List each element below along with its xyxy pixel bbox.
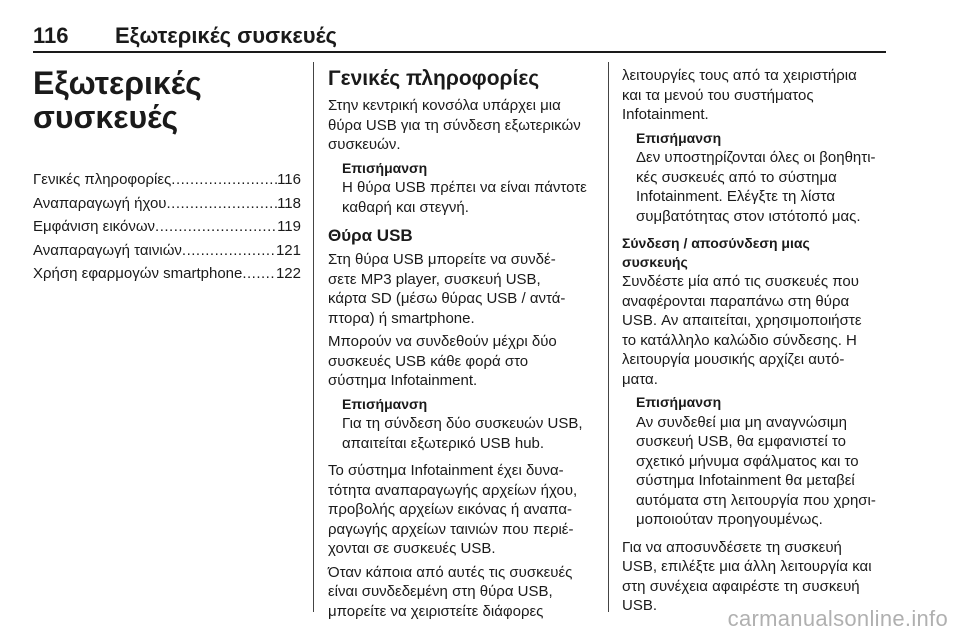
watermark: carmanualsonline.info	[727, 606, 948, 631]
note-heading: Επισήμανση	[636, 129, 722, 146]
paragraph: Συνδέστε μία από τις συσκευές που αναφέρονται παραπάνω στη θύρα USB. Αν απαιτείται, χρησιμοποιήστε το κατάλληλο καλώδιο σύνδεσης. Η λειτουργία μουσικής αρχίζει αυτό‐ ματα.	[622, 273, 862, 388]
note-heading: Επισήμανση	[636, 394, 722, 410]
subsection-title: Σύνδεση / αποσύνδεση μιας συσκευής	[622, 235, 810, 270]
note-heading: Επισήμανση	[342, 159, 428, 176]
note-box	[342, 395, 598, 454]
note-heading: Επισήμανση	[342, 395, 428, 412]
column-divider	[608, 62, 609, 612]
table-of-contents	[33, 168, 301, 286]
note-text: Αν συνδεθεί μια μη αναγνώσιμη συσκευή USB, θα εμφανιστεί το σχετικό μήνυμα σφάλματος και το σύστημα Infotainment θα μεταβεί αυτόματα στη λειτουργία που χρησι‐ μοποιούταν προηγουμένως.	[636, 413, 876, 528]
paragraph: Το σύστημα Infotainment έχει δυνα‐ τότητα αναπαραγωγής αρχείων ήχου, προβολής αρχείων εικόνας ή αναπα‐ ραγωγής αρχείων ταινιών που περιέ‐ χονται σε συσκευές USB.	[328, 462, 578, 557]
subsection-title: Θύρα USB	[328, 226, 413, 245]
column-contents	[33, 66, 301, 286]
paragraph: Στην κεντρική κονσόλα υπάρχει μια θύρα USB για τη σύνδεση εξωτερικών συσκευών.	[328, 97, 581, 153]
paragraph: Μπορούν να συνδεθούν μέχρι δύο συσκευές USB κάθε φορά στο σύστημα Infotainment.	[328, 333, 557, 389]
column-connection	[622, 66, 890, 620]
paragraph: Στη θύρα USB μπορείτε να συνδέ‐ σετε MP3 player, συσκευή USB, κάρτα SD (μέσω θύρας USB / αντά‐ πτορα) ή smartphone.	[328, 251, 566, 327]
column-general-info	[328, 66, 598, 625]
note-text: Η θύρα USB πρέπει να είναι πάντοτε καθαρή και στεγνή.	[342, 179, 587, 216]
note-text: Για τη σύνδεση δύο συσκευών USB, απαιτείται εξωτερικό USB hub.	[342, 415, 583, 452]
section-title: Γενικές πληροφορίες	[328, 67, 540, 90]
paragraph: Για να αποσυνδέσετε τη συσκευή USB, επιλέξτε μια άλλη λειτουργία και στη συνέχεια αφαιρέστε τη συσκευή USB.	[622, 538, 872, 614]
note-box	[342, 159, 598, 218]
running-header-title: Εξωτερικές συσκευές	[115, 23, 337, 48]
note-text: Δεν υποστηρίζονται όλες οι βοηθητι‐ κές συσκευές από το σύστημα Infotainment. Ελέγξτε τη λίστα συμβατότητας στον ιστότοπό μας.	[636, 149, 876, 225]
toc-entry[interactable]: Χρήση εφαρμογών smartphone ..... 122	[33, 262, 301, 286]
paragraph: Όταν κάποια από αυτές τις συσκευές είναι συνδεδεμένη στη θύρα USB, μπορείτε να χειριστείτε διάφορες	[328, 563, 573, 620]
page-number: 116	[33, 23, 69, 48]
note-box	[636, 393, 890, 530]
toc-entry[interactable]: Εμφάνιση εικόνων ..... 119	[33, 215, 301, 239]
column-divider	[313, 62, 314, 612]
chapter-title: Εξωτερικές συσκευές	[33, 65, 202, 135]
toc-entry[interactable]: Αναπαραγωγή ήχου ..... 118	[33, 192, 301, 216]
toc-entry[interactable]: Γενικές πληροφορίες ..... 116	[33, 168, 301, 192]
toc-entry[interactable]: Αναπαραγωγή ταινιών ..... 121	[33, 239, 301, 263]
note-box	[636, 129, 890, 227]
page-header	[33, 22, 886, 52]
paragraph: λειτουργίες τους από τα χειριστήρια και τα μενού του συστήματος Infotainment.	[622, 67, 857, 123]
header-rule	[33, 51, 886, 53]
